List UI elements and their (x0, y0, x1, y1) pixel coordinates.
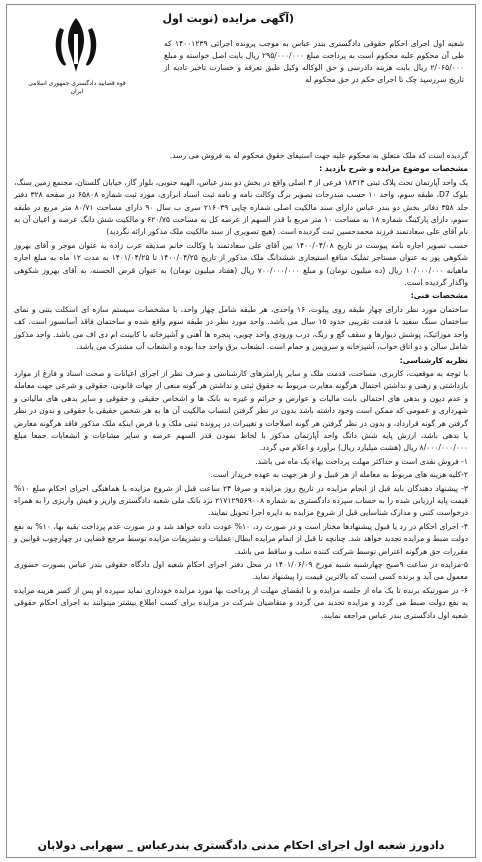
iran-emblem-icon (48, 14, 104, 78)
emblem-caption: قوه قضاییه دادگستری جمهوری اسلامی ایران (28, 80, 126, 95)
section-heading: مشخصات فنی: (410, 291, 468, 301)
page-border (6, 4, 476, 858)
paragraph: حسب تصویر اجاره نامه پیوست در تاریخ ۱۴۰۰/۰۴/۰۸ بین آقای علی سعادتمند با وکالت خانم صدیقه عرب زاده به عنوان موجر و آقای بهروز شکوهی پور به عنوان مستاجر تملیک منافع استیجاری ششدانگ ملک مذکور از تاریخ ۱۴۰۰/۰۴/۲۵ تا ۱۴۰۱/۰۴/۲۵ به مدت ۱۲ ماه به مبلغ اجاره ماهیانه ۱۰/۰۰۰/۰۰۰ ریال (ده میلیون تومان) و مبلغ ۷۰۰/۰۰۰/۰۰۰ ریال (هفتاد میلیون تومان) به عنوان قرض الحسنه، به آقای بهروز شکوهی واگذار گردیده است. (14, 240, 468, 288)
condition-item: ۳- پیشنهاد دهندگان باید قبل از انجام مزایده در تاریخ روز مزایده و صرفا ۲۴ ساعت قبل از شروع مزایده با هماهنگی اجرای احکام مبلغ ۱۰% قیمت پایه ارزیابی شده را به حساب سپرده دادگستری به شماره ۲۱۷۱۲۹۵۶۹۰۰۸ نزد بانک ملی شعبه دادگستری واریز و فیش واریزی را به همراه درخواست کتبی و مدارک شناسایی قبل از شروع مزایده به دایره اجرا تحویل نمایند. (14, 483, 468, 518)
condition-item: ۲-کلیه هزینه های مربوط به معامله از هر قبیل و از هر جهت به عهده خریدار است. (210, 470, 468, 480)
condition-item: ۶- در صورتیکه برنده تا یک ماه از جلسه مزایده و با انقضای مهلت از پرداخت بها مورد مزایده خودداری نماید سپرده او پس از کسر هزینه مزایده به نفع دولت ضبط می گردد و مزایده تجدید می گردد و متقاضیان شرکت در مزایده برای کسب اطلاع بیشتر میتوانند به اجرای احکام حقوقی شعبه اول دادگستری بندر عباس مراجعه نمایند. (14, 585, 468, 620)
paragraph: با توجه به موقعیت، کاربری، مساحت، قدمت ملک و سایر پارامترهای کارشناسی و صرف نظر از اجرای اعیانات و صحت اسناد و فارغ از موارد بازداشتی و رهنی و نداشتن احتمال هرگونه مغایرت مربوط به حقوق ثبتی و نداشتن هر گونه منعی از جهات قانونی، حقوقی و شرعی جهت معامله و عدم دیون و بدهی های احتمالی بابت مالیات و عوارض و جرائم و غیره به بانک ها و اشخاص حقیقی و حقوقی و سایر بدهی های مالیاتی و شهرداری و عمومی که ممکن است وجود داشته باشد بدون در نظر گرفتن انتساب مالکیت آن ها به هر شخص حقیقی یا حقوقی و بدون در نظر گرفتن هر گونه قرارداد، و بدون در نظر گرفتن هر گونه اصلاحات و تغییرات در پرونده ثبتی ملک و با فرض اینکه ملک مذکور فاقد هرگونه معارض یا بدهی باشد، ارزش پایه شش دانگ واحد آپارتمان مذکور با لحاظ نمودن قدر السهم عرصه و سایر مشاعات و انشعابات جمعا مبلغ ۸/۰۰۰/۰۰۰/۰۰۰ ریال (هشت میلیارد ریال) برآورد و اعلام می گردد. (14, 368, 468, 453)
paragraph: یک واحد آپارتمان تحت پلاک ثبتی ۱۸۳۱۳ فرعی از ۳ اصلی واقع در بخش دو بندر عباس، الهیه جنوبی، بلوار گاز، خیابان گلستان، مجتمع زمین سنگ، بلوک D7، طبقه سوم، واحد ۱۰ حسب مندرجات تصویر برگ وکالت نامه و نامه ثبت اسناد ابراری، مورد ثبت شماره ۶۵۸۰۸ در صفحه ۳۲۸ دفتر جلد ۳۵۸ دفاتر بخش دو بندر عباس دارای سند مالکیت اصلی شماره چاپی ۲۱۶۰۳۹ سری ب سال ۹۰ دارای مساحت ۸۰/۷۱ متر مربع در طبقه سوم، دارای پارکینگ شماره ۱۸ به مساحت ۱۰ متر مربع با قدر السهم از عرصه کل به مساحت ۶۲۰/۷۵ و مالکیت شش دانگ عرصه و اعیان آن به نام آقای علی سعادتمند فرزند محمدحسین ثبت گردیده است. (هیچ تصویری از سند مالکیت ملک مذکور ارائه نگردید) (14, 177, 469, 237)
intro-paragraph: شعبه اول اجرای احکام حقوقی دادگستری بندر عباس به موجب پرونده اجرائی ۱۴۰۰۱۲۳۹ که طی آن محکوم علیه محکوم است به پرداخت مبلغ ۲۹۵/۰۰۰/۰۰۰ ریال بابت اصل خواسته و مبلغ ۲/۰۶۵/۰۰۰ ریال بابت هزینه دادرسی و حق الوکاله وکیل طبق تعرفه و خسارت تاخیر تادیه از تاریخ سررسید چک تا اجرای حکم در حق محکوم له (164, 39, 464, 84)
header (8, 6, 474, 102)
condition-item: ۵-مزایده در ساعت ۹صبح چهارشنبه شنبه مورخ ۱۴۰۱/۰۶/۰۹ در محل دفتر اجرای احکام شعبه اول دادگاه حقوقی بندر عباس بصورت حضوری معمول می آید و برنده کسی است که بالاترین قیمت را پیشنهاد نماید. (14, 560, 468, 582)
section-heading: نظریه کارشناسی: (399, 355, 468, 365)
condition-item: ۴- اجرای احکام در رد یا قبول پیشنهادها مختار است و در صورت رد، ۱۰% عودت داده خواهد شد و در صورت عدم پرداخت بقیه بها، ۱۰% به نفع دولت ضبط و مزایده تجدید خواهد شد. چنانچه تا قبل از اتمام مزایده ابطال عملیات و تشریفات مزایده توسط مرجع قضایی در چهارچوب قوانین و مقررات حق هرگونه اعتراض توسط شرکت کننده سلب و ساقط می باشد. (14, 521, 468, 556)
section-heading: مشخصات موضوع مزایده و شرح بازدید : (319, 164, 468, 174)
notice-title: (آگهی مزایده (نوبت اول (162, 12, 294, 25)
paragraph: ساختمان مورد نظر دارای چهار طبقه روی پیلوت، ۱۶ واحدی، هر طبقه شامل چهار واحد، با مشخصات سیستم سازه ای اسکلت بتنی و نمای ساختمان سنگ سفید با قدمت تقریبی حدود ۱۵ سال می باشد. واحد مورد نظر در طبقه سوم واقع شده و ساختمان فاقد آسانسور است. کف واحد موزائیک، پوشش دیوارها و سقف گچ و رنگ، درب ورودی واحد چوبی، پنجره ها آهنی و آشپزخانه با کابینت ام دی اف می باشد. واحد مذکور شامل سالن و دو اتاق خواب، آشپزخانه و سرویس و حمام است. انشعاب برق واحد جدا بوده و انشعاب آب مشترک می باشد. (14, 304, 468, 352)
signature-line: دادورز شعبه اول اجرای احکام مدنی دادگستری بندرعباس _ سهرابی دولابان (37, 839, 445, 852)
paragraph: گردیده است که ملک متعلق به محکوم علیه جهت استیفای حقوق محکوم له به فروش می رسد. (169, 151, 468, 160)
condition-item: ۱- فروش نقدی است و حداکثر مهلت پرداخت بهاء یک ماه می باشد. (255, 456, 468, 466)
